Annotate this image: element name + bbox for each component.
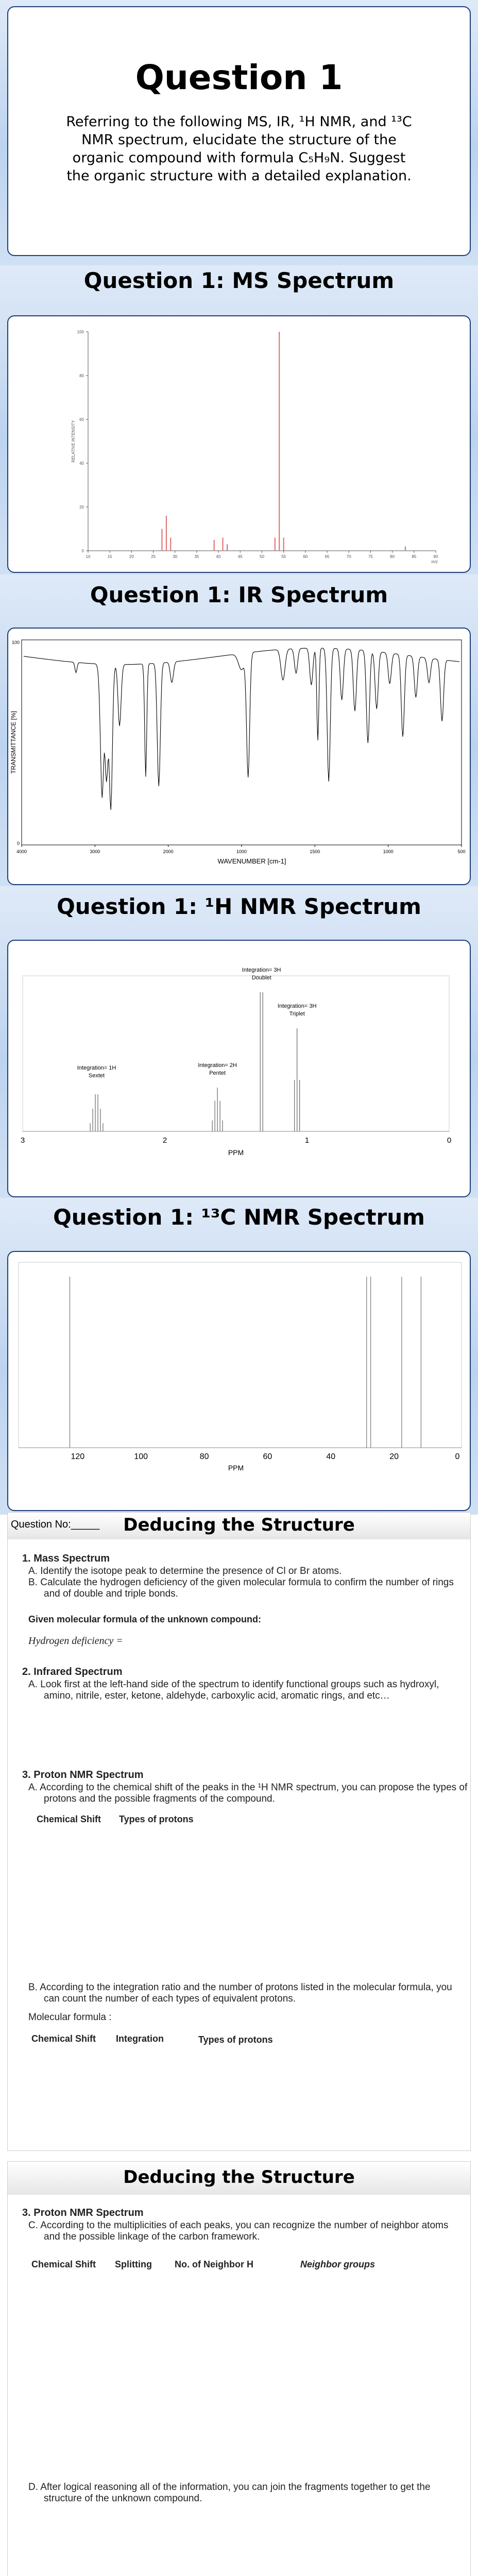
cnmr-x-tick-label: 0 <box>455 1452 460 1461</box>
hnmr-frame <box>23 976 449 1131</box>
ir-header: Question 1: IR Spectrum <box>90 582 388 607</box>
hnmr-step-a-cont: protons and the possible fragments of the compound. <box>44 1793 275 1804</box>
ms-x-tick-label: 55 <box>281 554 286 559</box>
hnmr-x-label: PPM <box>228 1148 244 1157</box>
ir-chart <box>8 629 470 884</box>
ms-x-tick-label: 40 <box>216 554 221 559</box>
hydrogen-deficiency-label: Hydrogen deficiency = <box>28 1635 123 1647</box>
ms-x-tick-label: 90 <box>433 554 438 559</box>
hnmr-chart <box>8 941 470 1196</box>
ms-x-tick-label: 80 <box>390 554 395 559</box>
ms-y-tick-label: 100 <box>77 330 84 334</box>
given-formula-label: Given molecular formula of the unknown compound: <box>28 1614 262 1624</box>
question-title: Question 1 <box>135 58 343 97</box>
ms-x-tick-label: 85 <box>412 554 417 559</box>
col2-chemical-shift: Chemical Shift <box>31 2033 96 2044</box>
ws2-section-proton-nmr: 3. Proton NMR Spectrum <box>22 2207 144 2218</box>
ms-x-tick-label: 65 <box>325 554 330 559</box>
ms-panel <box>7 315 471 573</box>
ir-frame <box>22 640 462 845</box>
cnmr-x-tick-label: 120 <box>71 1452 85 1461</box>
ws2-col-splitting: Splitting <box>115 2259 152 2269</box>
hnmr-multiplicity-label: Doublet <box>251 975 271 981</box>
ir-x-tick-label: 4000 <box>16 849 27 854</box>
hnmr-step-a: A. According to the chemical shift of the peaks in the ¹H NMR spectrum, you can propose the types of <box>28 1782 468 1793</box>
cnmr-x-tick-label: 100 <box>134 1452 148 1461</box>
ms-x-tick-label: 45 <box>237 554 243 559</box>
ms-x-tick-label: 30 <box>173 554 178 559</box>
worksheet-2-title: Deducing the Structure <box>123 2167 355 2188</box>
ir-panel <box>7 628 471 885</box>
question-line-1: Referring to the following MS, IR, ¹H NMR, and ¹³C <box>66 114 412 130</box>
ms-x-tick-label: 50 <box>260 554 264 559</box>
question-number-field[interactable]: Question No:_____ <box>11 1519 100 1530</box>
ms-x-tick-label: 60 <box>303 554 308 559</box>
hnmr-integration-label: Integration= 3H <box>242 967 281 973</box>
col2-types-of-protons: Types of protons <box>198 2035 273 2045</box>
ir-step-a: A. Look first at the left-hand side of the spectrum to identify functional groups such as hydroxyl, <box>28 1679 439 1690</box>
ms-y-tick-label: 20 <box>79 505 84 510</box>
ir-x-tick-label: 3000 <box>90 849 100 854</box>
hnmr-step-d: D. After logical reasoning all of the information, you can join the fragments together to get the <box>28 2482 431 2493</box>
hnmr-x-tick-label: 2 <box>162 1136 167 1145</box>
ir-x-tick-label: 2000 <box>163 849 174 854</box>
section-mass-spectrum: 1. Mass Spectrum <box>22 1553 110 1564</box>
section-infrared-spectrum: 2. Infrared Spectrum <box>22 1666 123 1677</box>
ir-y-top-label: 100 <box>11 640 20 645</box>
hnmr-step-c-cont: and the possible linkage of the carbon framework. <box>44 2231 260 2242</box>
ms-y-tick-label: 60 <box>79 417 84 422</box>
cnmr-x-tick-label: 60 <box>263 1452 272 1461</box>
ms-y-label: RELATIVE INTENSITY <box>71 420 76 463</box>
col-chemical-shift: Chemical Shift <box>37 1814 101 1824</box>
hnmr-x-tick-label: 3 <box>20 1136 25 1145</box>
question-text <box>65 113 413 185</box>
ir-x-tick-label: 1500 <box>310 849 320 854</box>
molecular-formula-label: Molecular formula : <box>28 2012 112 2023</box>
hnmr-step-b-cont: can count the number of each types of equivalent protons. <box>44 1993 296 2004</box>
question-line-2: NMR spectrum, elucidate the structure of the <box>81 132 397 148</box>
cnmr-chart <box>8 1252 470 1510</box>
question-line-3: organic compound with formula C₅H₉N. Suggest <box>72 150 406 166</box>
col2-integration: Integration <box>116 2033 164 2044</box>
ws2-col-chemical-shift: Chemical Shift <box>31 2259 96 2269</box>
ms-x-tick-label: 10 <box>86 554 91 559</box>
cnmr-panel <box>7 1251 471 1511</box>
cnmr-header: Question 1: ¹³C NMR Spectrum <box>53 1205 425 1230</box>
hnmr-multiplicity-label: Triplet <box>289 1011 305 1017</box>
hnmr-integration-label: Integration= 1H <box>77 1065 116 1071</box>
intro-panel <box>7 6 471 256</box>
ms-x-tick-label: 25 <box>151 554 156 559</box>
hnmr-step-c: C. According to the multiplicities of each peaks, you can recognize the number of neighbor atoms <box>28 2220 449 2231</box>
ms-x-tick-label: 15 <box>107 554 112 559</box>
cnmr-x-tick-label: 20 <box>389 1452 399 1461</box>
ir-x-tick-label: 1000 <box>383 849 394 854</box>
ir-x-tick-label: 500 <box>457 849 466 854</box>
ms-step-b-cont: and of double and triple bonds. <box>44 1588 178 1599</box>
ms-y-tick-label: 80 <box>79 374 84 378</box>
hnmr-integration-label: Integration= 3H <box>277 1003 317 1009</box>
ms-x-tick-label: 20 <box>129 554 134 559</box>
section-proton-nmr: 3. Proton NMR Spectrum <box>22 1769 144 1781</box>
ms-y-tick-label: 0 <box>81 549 84 553</box>
col-types-of-protons: Types of protons <box>119 1814 194 1824</box>
ir-step-a-cont: amino, nitrile, ester, ketone, aldehyde, carboxylic acid, aromatic rings, and etc… <box>44 1690 390 1701</box>
hnmr-multiplicity-label: Pentet <box>209 1070 226 1076</box>
worksheet-2 <box>7 2161 471 2576</box>
hnmr-integration-label: Integration= 2H <box>198 1062 237 1069</box>
ms-step-a: A. Identify the isotope peak to determine the presence of Cl or Br atoms. <box>28 1566 342 1577</box>
ms-x-tick-label: 75 <box>368 554 373 559</box>
worksheet-1-title: Deducing the Structure <box>123 1515 355 1535</box>
hnmr-step-b: B. According to the integration ratio and the number of protons listed in the molecular formula, you <box>28 1982 452 1993</box>
ms-chart <box>8 316 470 572</box>
ir-x-tick-label: 1000 <box>236 849 247 854</box>
cnmr-x-tick-label: 40 <box>326 1452 336 1461</box>
ir-x-label: WAVENUMBER [cm-1] <box>217 857 286 865</box>
question-line-4: the organic structure with a detailed explanation. <box>66 168 412 184</box>
ms-x-tick-label: 70 <box>346 554 351 559</box>
ir-trace <box>24 648 459 810</box>
ws2-col-neighbor-h: No. of Neighbor H <box>175 2259 253 2269</box>
ms-y-tick-label: 40 <box>79 461 84 466</box>
hnmr-multiplicity-label: Sextet <box>88 1073 105 1079</box>
ms-step-b: B. Calculate the hydrogen deficiency of the given molecular formula to confirm the number of rings <box>28 1577 454 1588</box>
cnmr-x-label: PPM <box>228 1464 244 1472</box>
ms-x-label: m/z <box>431 560 438 564</box>
ws2-col-neighbor-groups: Neighbor groups <box>300 2259 375 2269</box>
hnmr-x-tick-label: 0 <box>447 1136 452 1145</box>
ms-header: Question 1: MS Spectrum <box>83 268 395 293</box>
hnmr-header: Question 1: ¹H NMR Spectrum <box>57 894 421 919</box>
ms-x-tick-label: 35 <box>194 554 199 559</box>
cnmr-frame <box>19 1262 462 1448</box>
hnmr-panel <box>7 940 471 1197</box>
ir-y-bottom-label: 0 <box>16 841 20 846</box>
ir-y-label: TRANSMITTANCE [%] <box>10 711 17 774</box>
hnmr-x-tick-label: 1 <box>304 1136 310 1145</box>
cnmr-x-tick-label: 80 <box>199 1452 209 1461</box>
hnmr-step-d-cont: structure of the unknown compound. <box>44 2493 202 2504</box>
worksheet-1 <box>7 1512 471 2151</box>
